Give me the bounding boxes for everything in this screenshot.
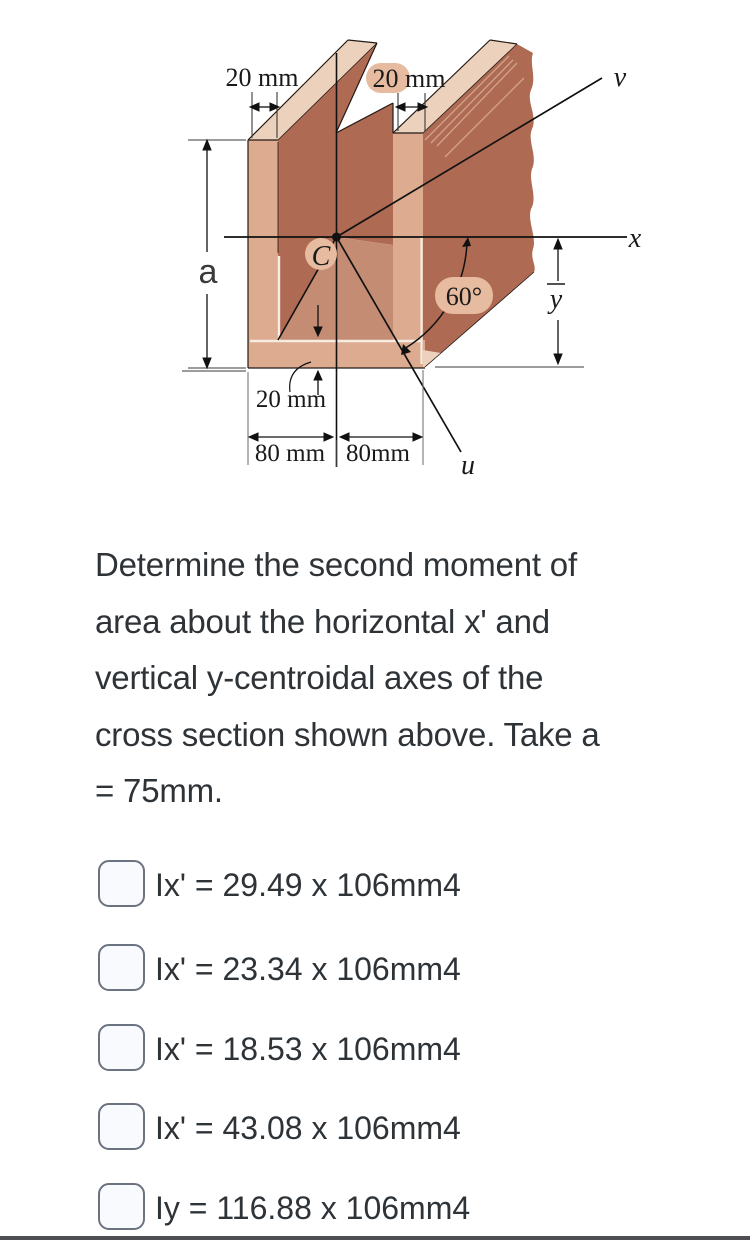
answer-option-2[interactable] — [98, 944, 698, 992]
option-1-checkbox[interactable] — [98, 860, 145, 907]
v-axis-label: v — [613, 62, 627, 93]
corner-chamfer — [423, 350, 441, 368]
option-3-label[interactable]: Ix' = 18.53 x 106mm4 — [155, 1031, 461, 1067]
centroid-label: C — [311, 241, 331, 272]
left-flange-cut-face — [248, 140, 278, 368]
dim-label-80-left: 80 mm — [254, 440, 326, 467]
dim-label-web: 20 mm — [255, 386, 327, 413]
dim-label-top-mid: 20 mm — [372, 64, 446, 93]
question-line: Determine the second moment of — [95, 546, 577, 583]
question-line: cross section shown above. Take a — [95, 715, 600, 753]
option-5-label[interactable]: Iy = 116.88 x 106mm4 — [155, 1190, 471, 1226]
question-text — [95, 537, 675, 820]
ybar-label: y — [549, 284, 563, 315]
option-4-label[interactable]: Ix' = 43.08 x 106mm4 — [155, 1110, 461, 1146]
right-flange-cut-face — [393, 133, 423, 368]
u-axis-label: u — [461, 450, 475, 481]
option-1-label[interactable]: Ix' = 29.49 x 106mm4 — [155, 867, 461, 903]
channel-section-drawing — [0, 0, 750, 500]
centroid-dot — [332, 233, 341, 242]
dim-label-80-right: 80mm — [346, 440, 410, 467]
question-line: = 75mm. — [95, 772, 223, 809]
option-5-checkbox[interactable] — [98, 1183, 145, 1230]
option-3-checkbox[interactable] — [98, 1024, 145, 1071]
cross-section-figure — [0, 0, 750, 500]
question-line: vertical y-centroidal axes of the — [95, 659, 544, 696]
option-2-label[interactable]: Ix' = 23.34 x 106mm4 — [155, 951, 461, 987]
answer-option-5[interactable] — [98, 1183, 698, 1231]
angle-label: 60° — [445, 282, 483, 311]
dim-label-a: a — [198, 253, 218, 291]
bottom-divider — [0, 1236, 750, 1240]
option-2-checkbox[interactable] — [98, 944, 145, 991]
answer-option-3[interactable] — [98, 1024, 698, 1072]
dim-label-top-left: 20 mm — [225, 63, 299, 92]
answer-option-4[interactable] — [98, 1103, 698, 1151]
question-line: area about the horizontal x' and — [95, 602, 550, 640]
answer-option-1[interactable] — [98, 860, 698, 908]
x-axis-label: x — [628, 223, 642, 254]
option-4-checkbox[interactable] — [98, 1103, 145, 1150]
